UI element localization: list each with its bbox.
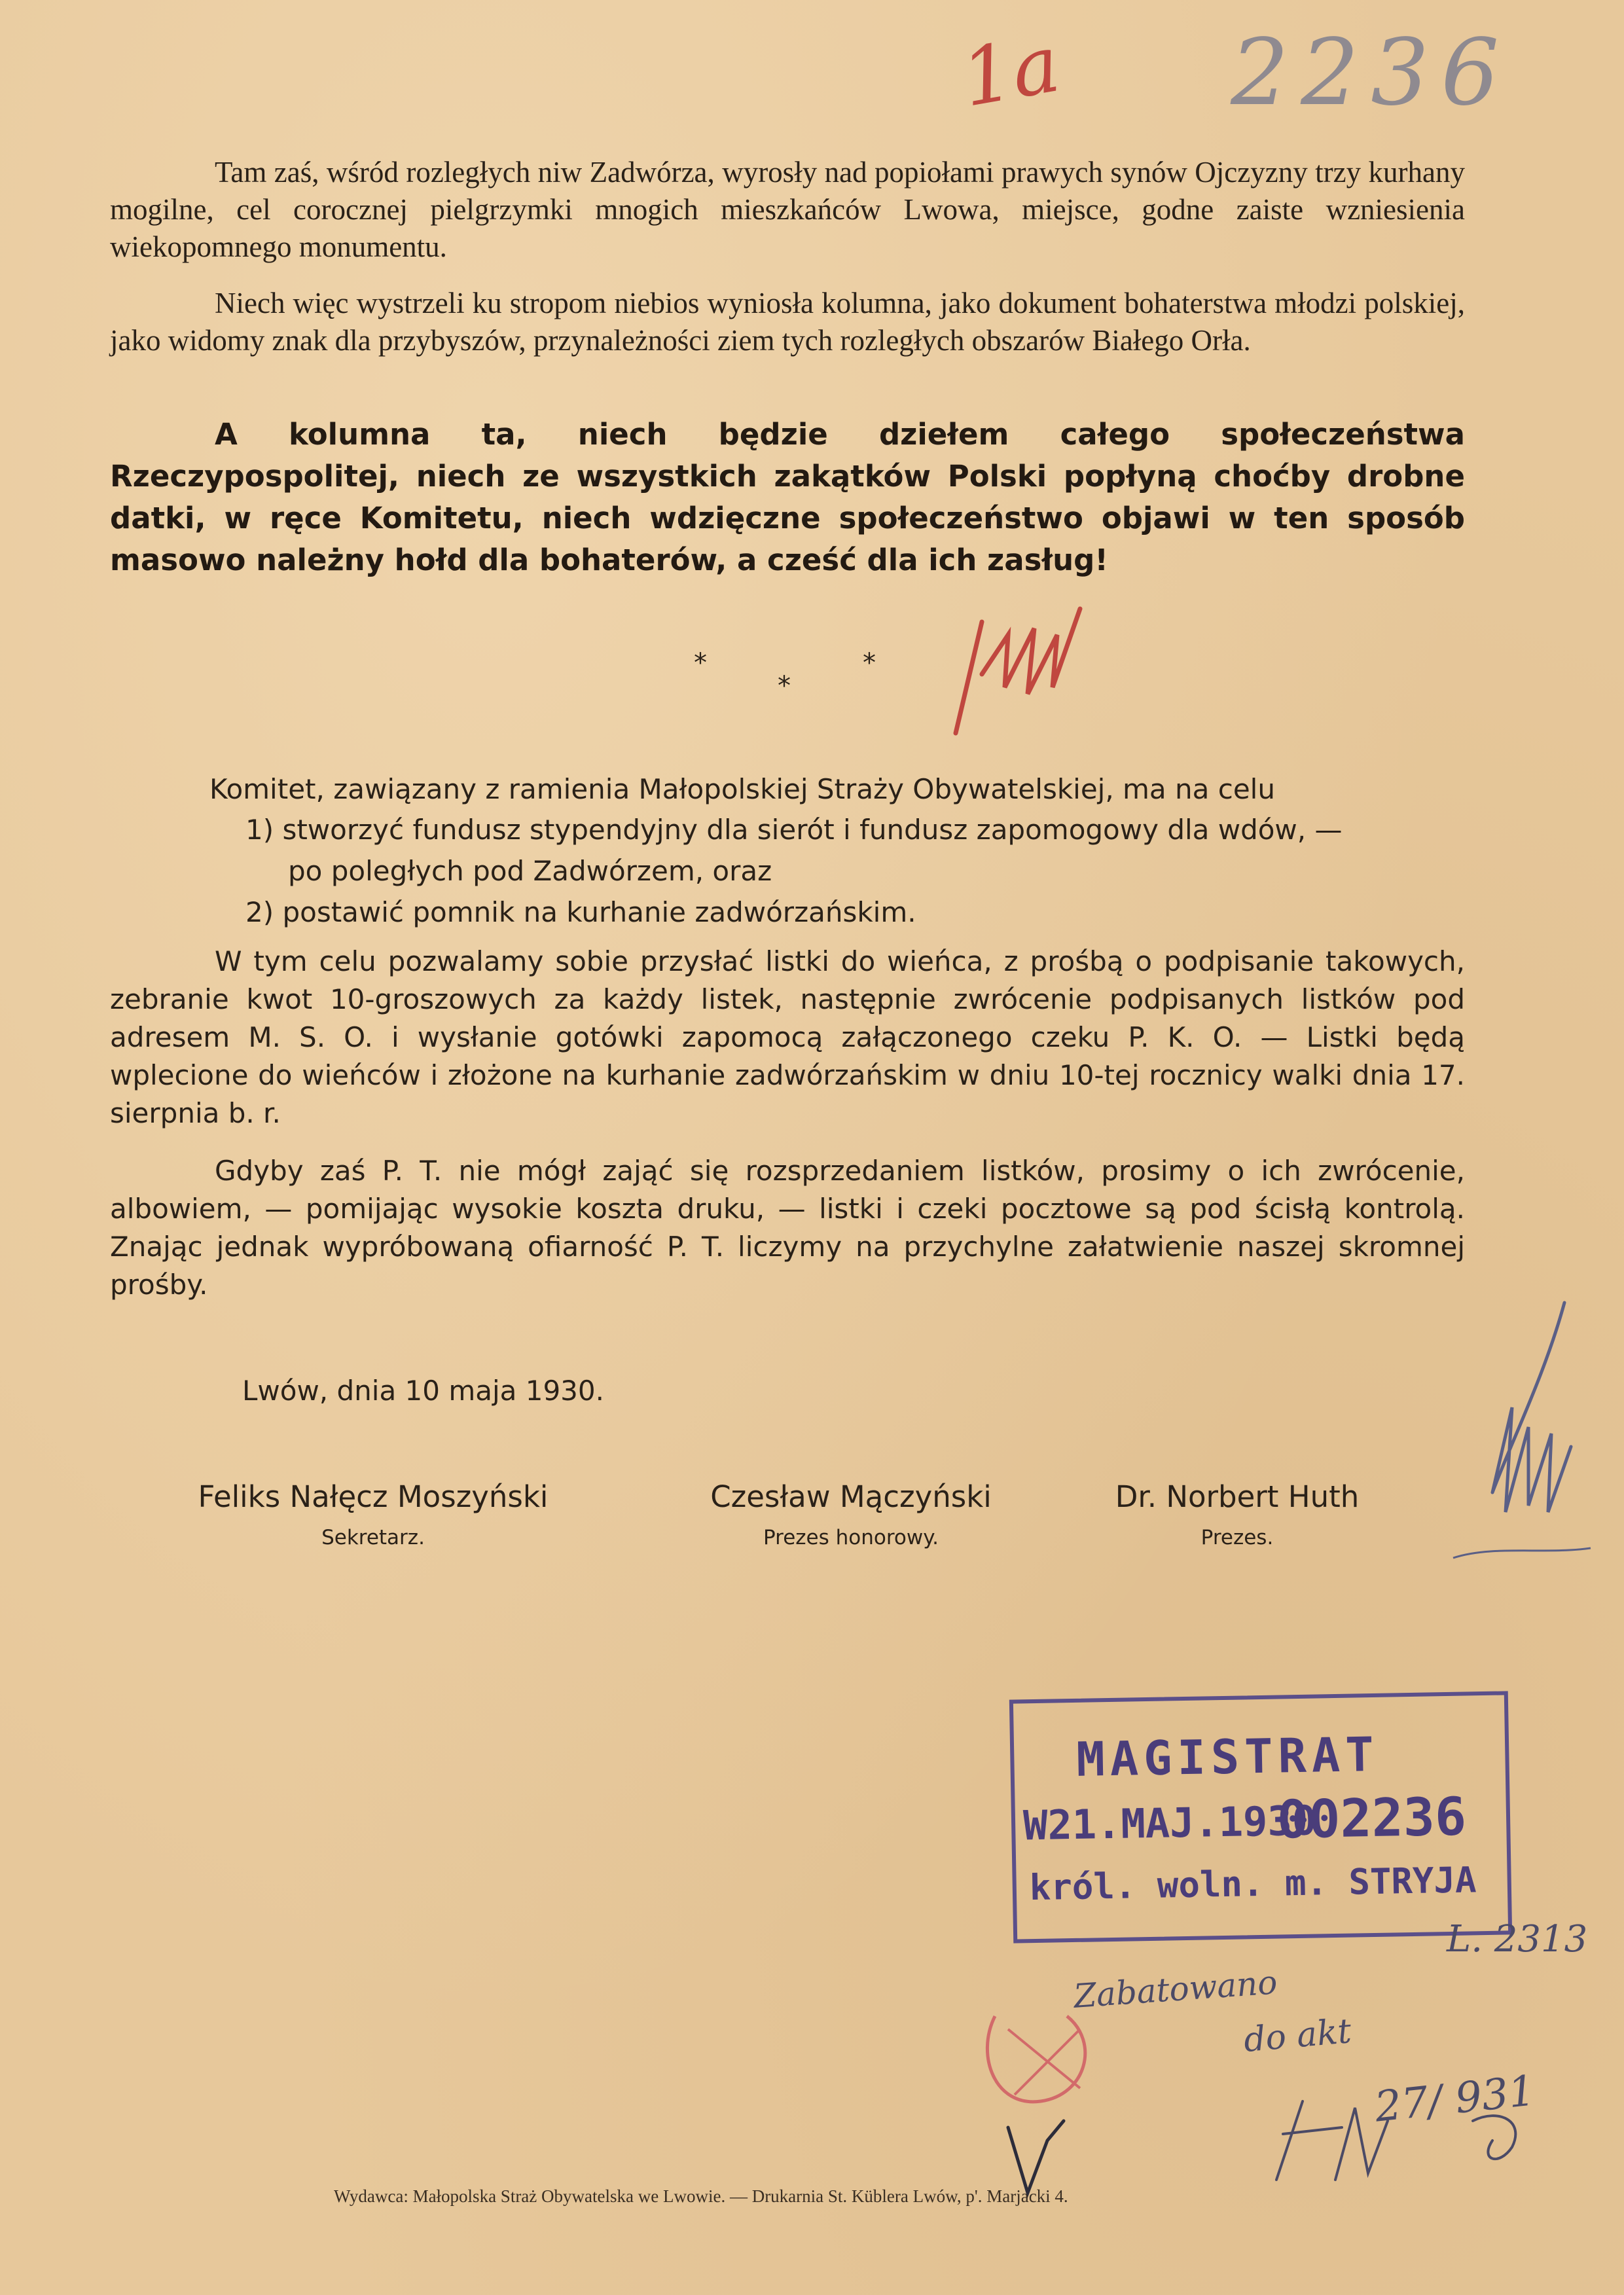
signatory-name: Czesław Mączyński — [710, 1479, 992, 1514]
signatory-name: Feliks Nałęcz Moszyński — [198, 1479, 549, 1514]
stamp-date: W21.MAJ.1930 — [1022, 1796, 1317, 1850]
handwritten-note-to-files: do akt — [1242, 2011, 1353, 2061]
signatory-role: Prezes honorowy. — [763, 1526, 939, 1549]
red-number-annotation: 1a — [955, 18, 1066, 125]
stamp-town: król. woln. m. STRYJA — [1029, 1859, 1477, 1909]
goal-1: 1) stworzyć fundusz stypendyjny dla sierót i fundusz zapomogowy dla wdów, — — [245, 814, 1343, 846]
separator-star-center: * — [778, 671, 791, 701]
handwritten-initials — [1263, 2082, 1591, 2199]
signatory-role: Sekretarz. — [321, 1526, 425, 1549]
paragraph-kolumna: Niech więc wystrzeli ku stropom niebios wyniosła kolumna, jako dokument bohaterstwa młodzi polskiej, jako widomy znak dla przybyszów, przynależności ziem tych rozległych obszarów Białego Orła. — [110, 287, 1465, 357]
goal-1-continued: po poległych pod Zadwórzem, oraz — [288, 855, 772, 887]
magistrat-stamp — [1009, 1691, 1512, 1943]
stamp-number: 002236 — [1276, 1786, 1467, 1851]
goal-2: 2) postawić pomnik na kurhanie zadwórzańskim. — [245, 896, 916, 928]
signatory-president — [1087, 1479, 1388, 1549]
paragraph-zadworze: Tam zaś, wśród rozległych niw Zadwórza, wyrosły nad popiołami prawych synów Ojczyzny trzy kurhany mogilne, cel corocznej pielgrzymki mnogich mieszkańców Lwowa, miejsce, godne zaiste wzniesienia wiekopomnego monumentu. — [110, 156, 1465, 263]
handwritten-note-filed: Zabatowano — [1072, 1963, 1279, 2015]
separator-star-left: * — [694, 648, 707, 678]
date-line: Lwów, dnia 10 maja 1930. — [242, 1375, 604, 1407]
signatory-role: Prezes. — [1200, 1526, 1274, 1549]
red-initials-mark — [943, 596, 1100, 740]
pencil-number-annotation: 2236 — [1231, 20, 1511, 126]
red-pencil-scribble — [969, 1990, 1113, 2121]
signatory-name: Dr. Norbert Huth — [1115, 1479, 1360, 1514]
paragraph-listki: W tym celu pozwalamy sobie przysłać listki do wieńca, z prośbą o podpisanie takowych, zebranie kwot 10-groszowych za każdy listek, następnie zwrócenie podpisanych listków pod adresem M. S. O. i wysłanie gotówki zapomocą załączonego czeku P. K. O. — Listki będą wplecione do wieńców i złożone na kurhanie zadwórzańskim w dniu 10-tej rocznicy walki dnia 17. sierpnia b. r. — [110, 945, 1465, 1129]
handwritten-reference: L. 2313 — [1447, 1918, 1588, 1961]
paragraph-prosba: Gdyby zaś P. T. nie mógł zająć się rozsprzedaniem listków, prosimy o ich zwrócenie, albowiem, — pomijając wysokie koszta druku, — listki i czeki pocztowe są pod ścisłą kontrolą. Znając jednak wypróbowaną ofiarność P. T. liczymy na przychylne załatwienie naszej skromnej prośby. — [110, 1155, 1465, 1301]
committee-intro: Komitet, zawiązany z ramienia Małopolskiej Straży Obywatelskiej, ma na celu — [209, 773, 1275, 805]
handwritten-date: 27/ 931 — [1372, 2067, 1538, 2132]
appeal-paragraph: A kolumna ta, niech będzie dziełem całego społeczeństwa Rzeczypospolitej, niech ze wszystkich zakątków Polski popłyną choćby drobne datki, w ręce Komitetu, niech wdzięczne społeczeństwo objawi w ten sposób masowo należny hołd dla bohaterów, a cześć dla ich zasług! — [110, 417, 1465, 577]
separator-star-right: * — [863, 648, 876, 678]
signatory-honorary-president — [668, 1479, 1034, 1549]
publisher-imprint: Wydawca: Małopolska Straż Obywatelska we Lwowie. — Drukarnia St. Küblera Lwów, p'. Marjacki 4. — [334, 2186, 1068, 2206]
signatory-secretary — [164, 1479, 583, 1549]
stamp-title: MAGISTRAT — [1075, 1726, 1380, 1787]
handwritten-signature — [1414, 1296, 1610, 1597]
